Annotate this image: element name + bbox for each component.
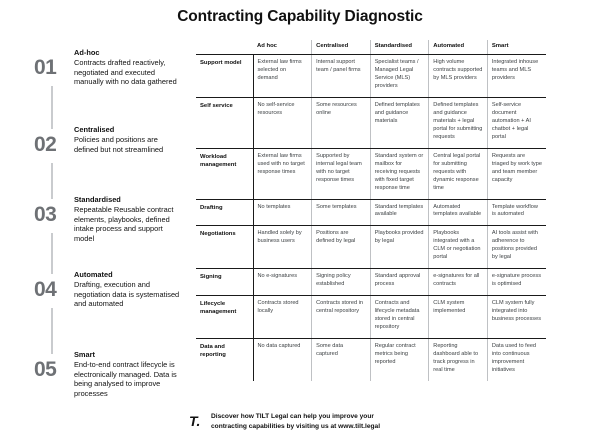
matrix-row-label: Support model xyxy=(196,55,253,98)
ladder-step-body xyxy=(70,48,184,87)
matrix-cell: Specialist teams / Managed Legal Service (MLS) providers xyxy=(370,55,429,98)
ladder-connector-line xyxy=(51,233,53,274)
matrix-cell: External law firms selected on demand xyxy=(253,55,312,98)
matrix-cell: Automated templates available xyxy=(429,199,488,226)
matrix-cell: Positions are defined by legal xyxy=(312,226,371,269)
matrix-cell: Defined templates and guidance materials xyxy=(370,98,429,149)
footer-line-1: Discover how TILT Legal can help you improve your xyxy=(211,413,374,420)
ladder-step-number: 03 xyxy=(34,203,57,226)
matrix-row-label: Drafting xyxy=(196,199,253,226)
matrix-row xyxy=(196,199,546,226)
footer-text xyxy=(211,412,589,431)
ladder-step-body xyxy=(70,195,184,244)
matrix-cell: CLM system fully integrated into business processes xyxy=(487,296,546,339)
matrix-cell: CLM system implemented xyxy=(429,296,488,339)
matrix-corner-cell xyxy=(196,40,253,55)
matrix-row xyxy=(196,338,546,380)
matrix-row-label: Negotiations xyxy=(196,226,253,269)
matrix-cell: Standard system or mailbox for receiving requests with fixed target response time xyxy=(370,148,429,199)
matrix-cell: Data used to feed into continuous improvement initiatives xyxy=(487,338,546,380)
matrix-cell: Handled solely by business users xyxy=(253,226,312,269)
ladder-step-number: 05 xyxy=(34,358,57,381)
matrix-cell: Internal support team / panel firms xyxy=(312,55,371,98)
matrix-cell: No templates xyxy=(253,199,312,226)
matrix-cell: Standard approval process xyxy=(370,269,429,296)
matrix-row-label: Self service xyxy=(196,98,253,149)
matrix-cell: Supported by internal legal team with no target response times xyxy=(312,148,371,199)
matrix-cell: Playbooks provided by legal xyxy=(370,226,429,269)
ladder-step-title: Ad-hoc xyxy=(74,48,100,57)
ladder-connector-line xyxy=(51,86,53,129)
maturity-ladder xyxy=(34,40,184,410)
matrix-cell: Some templates xyxy=(312,199,371,226)
ladder-connector-line xyxy=(51,163,53,199)
footer-line-2: contracting capabilities by visiting us at www.tilt.legal xyxy=(211,422,381,430)
matrix-cell: No self-service resources xyxy=(253,98,312,149)
matrix-cell: Regular contract metrics being reported xyxy=(370,338,429,380)
matrix-row xyxy=(196,269,546,296)
ladder-step-body xyxy=(70,125,184,154)
matrix-cell: High volume contracts supported by MLS providers xyxy=(429,55,488,98)
matrix-cell: Self-service document automation + AI chatbot + legal portal xyxy=(487,98,546,149)
matrix-row xyxy=(196,55,546,98)
ladder-step-description: Contracts drafted reactively, negotiated and executed manually with no data gathered xyxy=(74,57,177,87)
matrix-cell: Requests are triaged by work type and team member capacity xyxy=(487,148,546,199)
matrix-column-header: Automated xyxy=(429,40,488,55)
matrix-cell: Contracts stored locally xyxy=(253,296,312,339)
matrix-column-header: Centralised xyxy=(312,40,371,55)
matrix-row xyxy=(196,148,546,199)
matrix-row xyxy=(196,98,546,149)
matrix-cell: Signing policy established xyxy=(312,269,371,296)
matrix-cell: Some resources online xyxy=(312,98,371,149)
ladder-step-body xyxy=(70,270,184,309)
matrix-header xyxy=(196,40,546,55)
matrix-cell: Reporting dashboard able to track progress in real time xyxy=(429,338,488,380)
matrix-row xyxy=(196,226,546,269)
ladder-step-description: Repeatable Reusable contract elements, playbooks, defined intake process and support model xyxy=(74,204,174,244)
ladder-step-description: End-to-end contract lifecycle is electronically managed. Data is being analysed to improve processes xyxy=(74,359,177,399)
matrix-body xyxy=(196,55,546,381)
matrix-row-label: Signing xyxy=(196,269,253,296)
ladder-step xyxy=(34,195,184,244)
ladder-step-description: Policies and positions are defined but not streamlined xyxy=(74,134,164,154)
matrix-row-label: Lifecycle management xyxy=(196,296,253,339)
page-title: Contracting Capability Diagnostic xyxy=(177,8,423,25)
matrix-cell: Integrated inhouse teams and MLS providers xyxy=(487,55,546,98)
ladder-step xyxy=(34,350,184,399)
matrix-cell: AI tools assist with adherence to positions provided by legal xyxy=(487,226,546,269)
ladder-step-body xyxy=(70,350,184,399)
matrix-column-header: Smart xyxy=(487,40,546,55)
ladder-step xyxy=(34,48,184,87)
matrix-column-header: Ad hoc xyxy=(253,40,312,55)
capability-matrix-table xyxy=(196,40,546,381)
ladder-step-number: 01 xyxy=(34,56,57,79)
ladder-step-title: Centralised xyxy=(74,125,115,134)
matrix-cell: Central legal portal for submitting requests with dynamic response time xyxy=(429,148,488,199)
matrix-cell: Contracts and lifecycle metadata stored in central repository xyxy=(370,296,429,339)
matrix-cell: No data captured xyxy=(257,342,301,349)
ladder-step-title: Smart xyxy=(74,350,95,359)
footer xyxy=(189,412,589,431)
matrix-cell: e-signature process is optimised xyxy=(487,269,546,296)
matrix-cell: Template workflow is automated xyxy=(487,199,546,226)
matrix-cell: Some data captured xyxy=(312,338,371,380)
ladder-step-number: 04 xyxy=(34,278,57,301)
matrix-row-label: Workload management xyxy=(196,148,253,199)
matrix-cell: No e-signatures xyxy=(253,269,312,296)
matrix-cell: Defined templates and guidance materials + legal portal for submitting requests xyxy=(429,98,488,149)
matrix-cell: Standard templates available xyxy=(370,199,429,226)
ladder-step-number: 02 xyxy=(34,133,57,156)
ladder-step-title: Standardised xyxy=(74,195,121,204)
ladder-step xyxy=(34,270,184,309)
ladder-step-description: Drafting, execution and negotiation data is systematised and automated xyxy=(74,279,180,309)
matrix-cell: e-signatures for all contracts xyxy=(429,269,488,296)
tilt-logo: T. xyxy=(189,413,201,429)
matrix-cell: Contracts stored in central repository xyxy=(312,296,371,339)
matrix-row-label: Data and reporting xyxy=(196,338,253,380)
matrix-header-row xyxy=(196,40,546,55)
matrix-row xyxy=(196,296,546,339)
ladder-connector-line xyxy=(51,308,53,354)
matrix-column-header: Standardised xyxy=(370,40,429,55)
matrix-cell: External law firms used with no target response times xyxy=(253,148,312,199)
ladder-step-title: Automated xyxy=(74,270,113,279)
ladder-step xyxy=(34,125,184,155)
matrix-cell: Playbooks integrated with a CLM or negotiation portal xyxy=(429,226,488,269)
